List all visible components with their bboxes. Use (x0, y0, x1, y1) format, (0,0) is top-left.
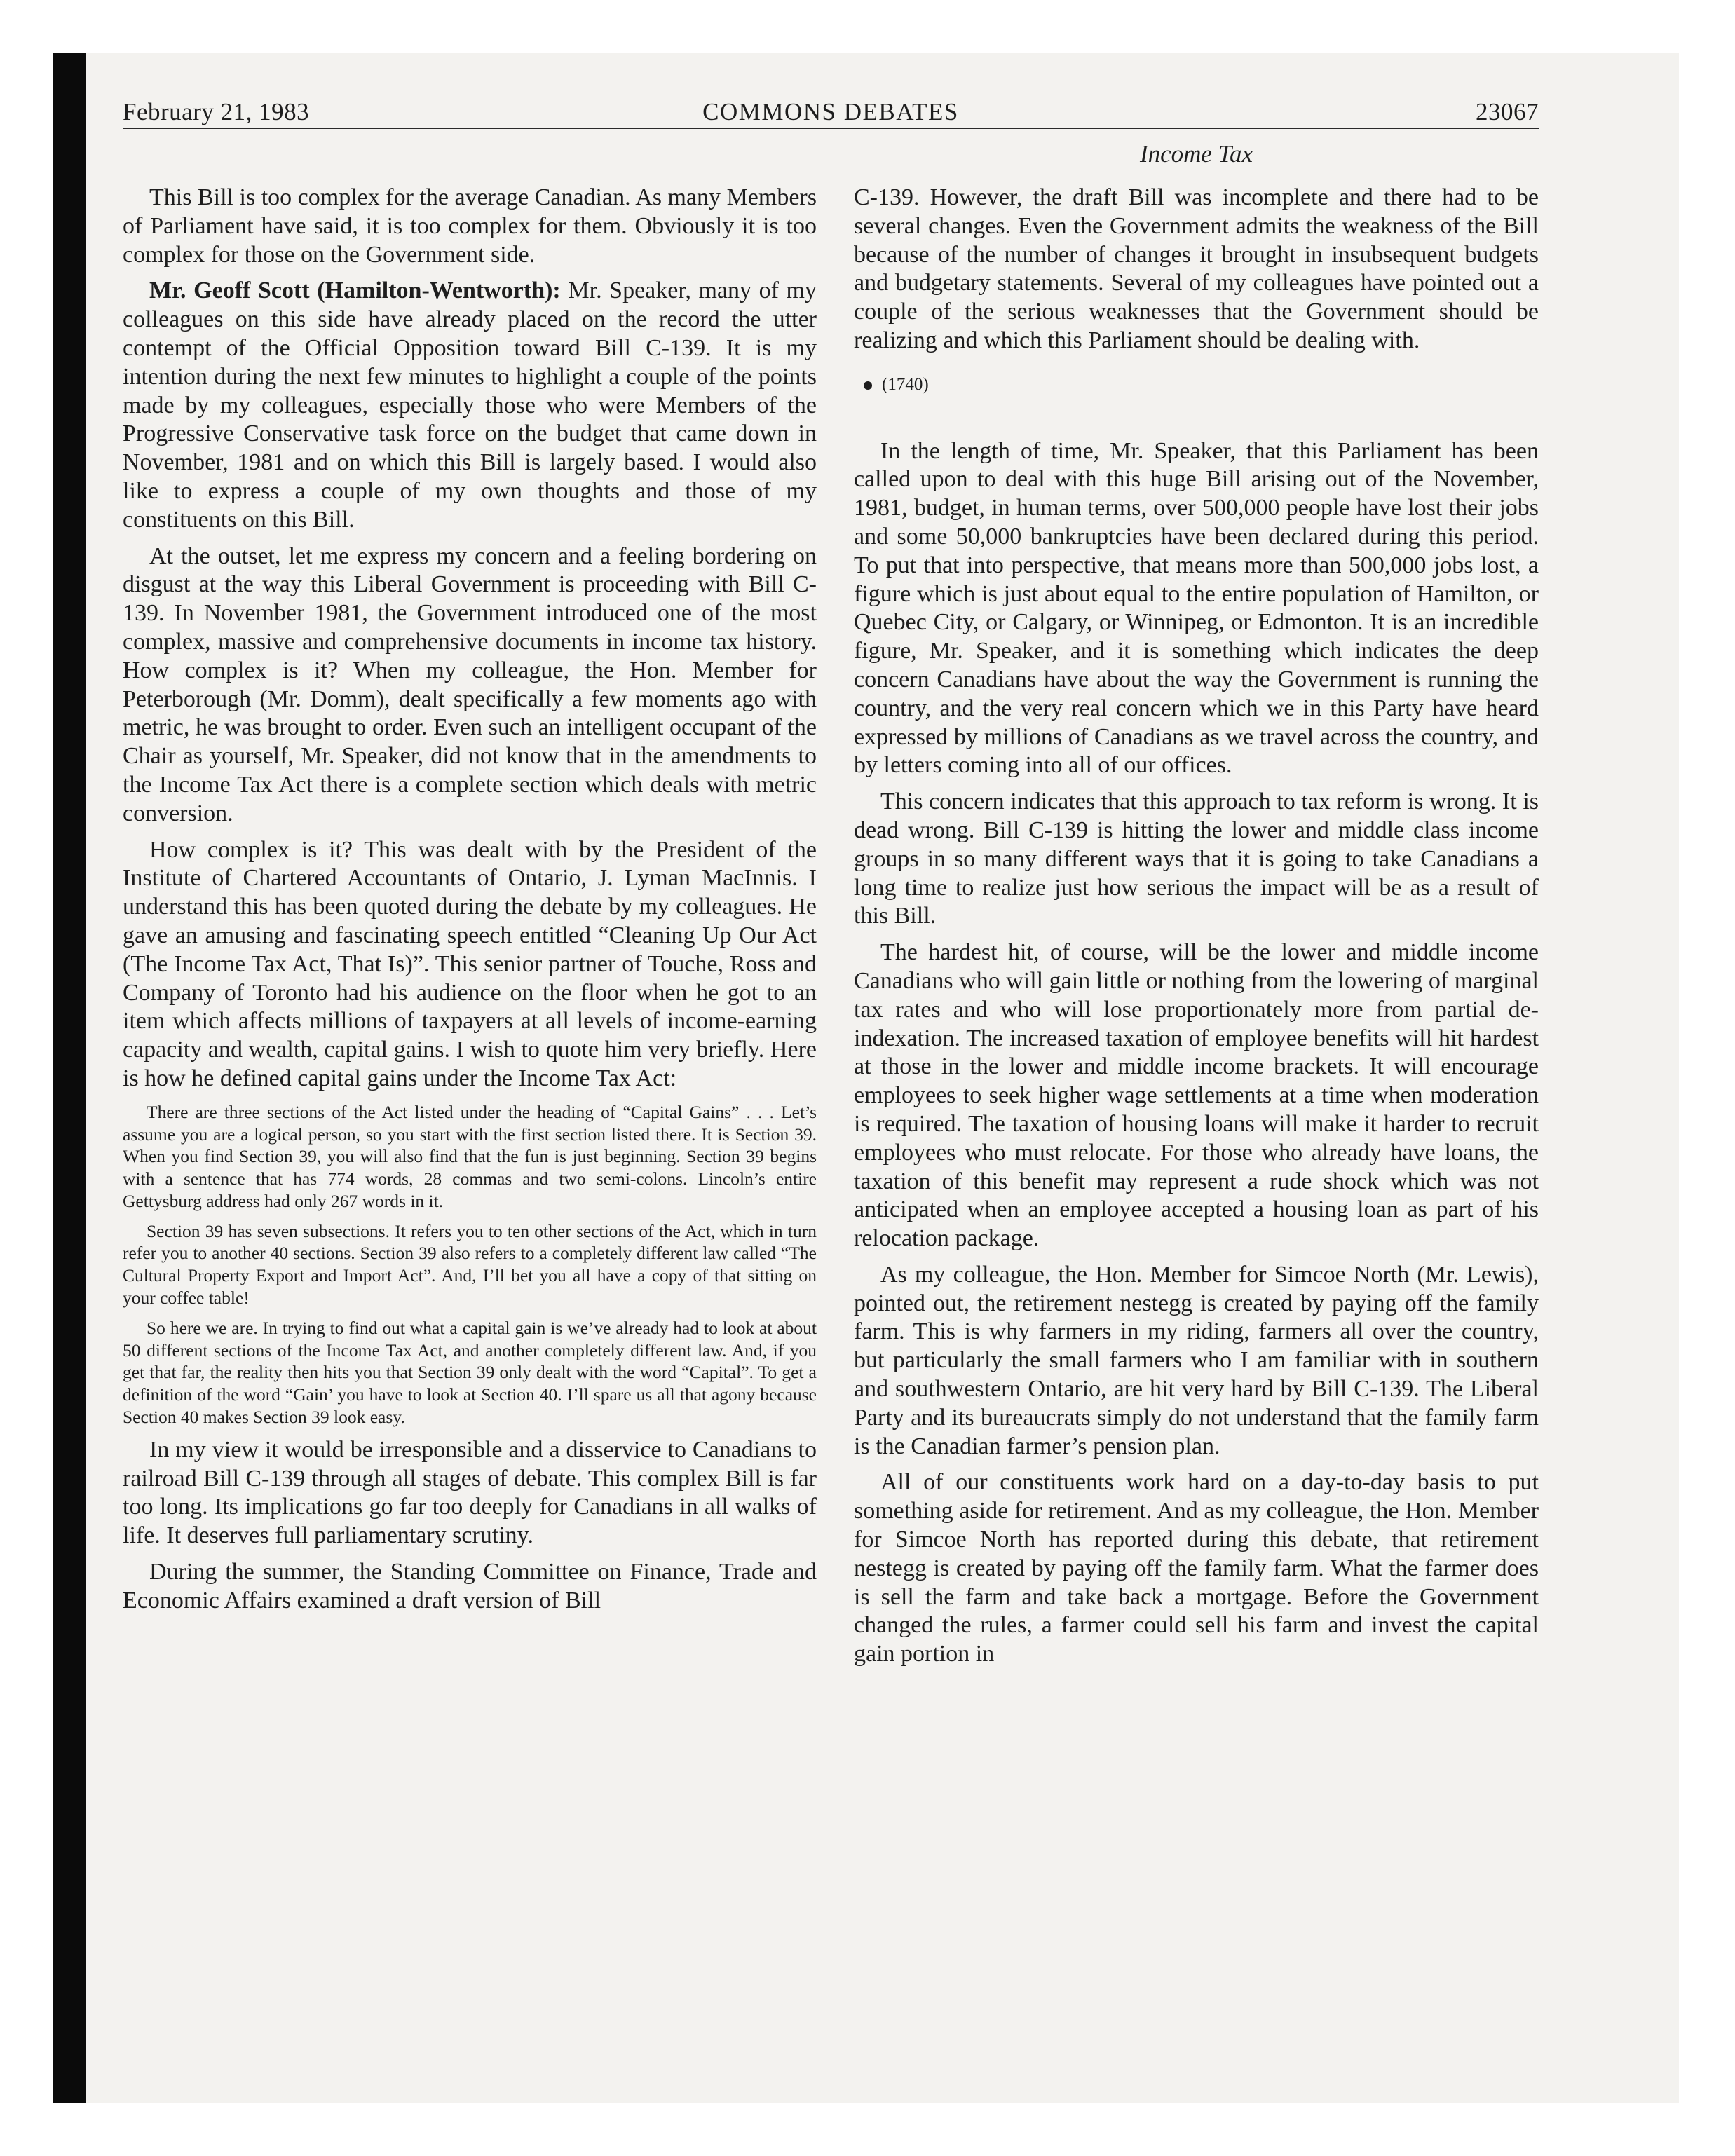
header-publication: COMMONS DEBATES (702, 98, 959, 125)
binding-shadow (53, 53, 86, 2103)
paragraph: In my view it would be irresponsible and a disservice to Canadians to railroad Bill C-139 through all stages of debate. This complex Bill is far too long. Its implications go far too deeply for Canadians in all walks of life. It deserves full parliamentary scrutiny. (123, 1436, 817, 1549)
paragraph: At the outset, let me express my concern and a feeling bordering on disgust at the way this Liberal Government is proceeding with Bill C-139. In November 1981, the Government introduced one of the most complex, massive and comprehensive documents in income tax history. How complex is it? When my colleague, the Hon. Member for Peterborough (Mr. Domm), dealt specifically a few moments ago with metric, he was brought to order. Even such an intelligent occupant of the Chair as yourself, Mr. Speaker, did not know that in the amendments to the Income Tax Act there is a complete section which deals with metric conversion. (123, 543, 817, 826)
header-rule (123, 128, 1539, 129)
block-quote: So here we are. In trying to find out what a capital gain is we’ve already had to look at about 50 different sections of the Income Tax Act, and another completely different law. And, if you get that far, the reality then hits you that Section 39 only dealt with the word “Capital”. To get a definition of the word “Gain’ you have to look at Section 40. I’ll spare us all that agony because Section 40 makes Section 39 look easy. (123, 1317, 817, 1428)
header-page-number: 23067 (1476, 98, 1539, 125)
left-column (123, 184, 817, 2006)
paragraph: During the summer, the Standing Committee on Finance, Trade and Economic Affairs examined a draft version of Bill (123, 1559, 817, 1613)
bullet-icon (864, 381, 872, 390)
speaker-text: Mr. Speaker, many of my colleagues on this side have already placed on the record the utter contempt of the Official Opposition toward Bill C-139. It is my intention during the next few minutes to highlight a couple of the points made by my colleagues, especially those who were Members of the Progressive Conservative task force on the budget that came down in November, 1981 and on which this Bill is largely based. I would also like to express a couple of my own thoughts and those of my constituents on this Bill. (123, 278, 817, 533)
block-quote: There are three sections of the Act listed under the heading of “Capital Gains” . . . Let’s assume you are a logical person, so you start with the first section listed there. It is Section 39. When you find Section 39, you will also find that the fun is just beginning. Section 39 begins with a sentence that has 774 words, 28 commas and two semi-colons. Lincoln’s entire Gettysburg address had only 267 words in it. (123, 1101, 817, 1211)
section-title: Income Tax (1139, 140, 1253, 168)
page-header (123, 91, 1539, 129)
paragraph: C-139. However, the draft Bill was incomplete and there had to be several changes. Even the Government admits the weakness of the Bill because of the number of changes it brought in insubsequent budgets and budgetary statements. Several of my colleagues have pointed out a couple of the serious weaknesses that the Government should be realizing and which this Parliament should be dealing with. (854, 184, 1539, 353)
speaker-name: Mr. Geoff Scott (Hamilton-Wentworth): (149, 278, 561, 304)
paragraph: This concern indicates that this approach to tax reform is wrong. It is dead wrong. Bill C-139 is hitting the lower and middle class income groups in so many different ways that it is going to take Canadians a long time to realize just how serious the impact will be as a result of this Bill. (854, 789, 1539, 929)
paragraph: The hardest hit, of course, will be the lower and middle income Canadians who will gain little or nothing from the lowering of marginal tax rates and who will lose proportionately more from partial de-indexation. The increased taxation of employee benefits will hit hardest at those in the lower and middle income brackets. It will encourage employees to seek higher wage settlements at a time when moderation is required. The taxation of housing loans will make it harder to recruit employees who must relocate. For those who already have loans, the taxation of this benefit may represent a rude shock which was not anticipated when an employee accepted a housing loan as part of his relocation package. (854, 939, 1539, 1252)
time-marker (854, 371, 1539, 400)
right-column (854, 184, 1539, 2006)
header-date: February 21, 1983 (123, 98, 310, 125)
time-marker-text: (1740) (882, 374, 929, 394)
paragraph: This Bill is too complex for the average Canadian. As many Members of Parliament have said, it is too complex for them. Obviously it is too complex for those on the Government side. (123, 184, 817, 268)
paragraph: All of our constituents work hard on a day-to-day basis to put something aside for retirement. And as my colleague, the Hon. Member for Simcoe North has reported during this debate, that retirement nestegg is created by paying off the family farm. What the farmer does is sell the farm and take back a mortgage. Before the Government changed the rules, a farmer could sell his farm and invest the capital gain portion in (854, 1469, 1539, 1667)
paragraph: In the length of time, Mr. Speaker, that this Parliament has been called upon to deal with this huge Bill arising out of the November, 1981, budget, in human terms, over 500,000 people have lost their jobs and some 50,000 bankruptcies have been declared during this period. To put that into perspective, that means more than 500,000 jobs lost, a figure which is just about equal to the entire population of Hamilton, or Quebec City, or Calgary, or Winnipeg, or Edmonton. It is an incredible figure, Mr. Speaker, and it is something which indicates the deep concern Canadians have about the way the Government is running the country, and the very real concern which we in this Party have heard expressed by millions of Canadians as we travel across the country, and by letters coming into all of our offices. (854, 437, 1539, 779)
paragraph: How complex is it? This was dealt with by the President of the Institute of Chartered Accountants of Ontario, J. Lyman MacInnis. I understand this has been quoted during the debate by my colleagues. He gave an amusing and fascinating speech entitled “Cleaning Up Our Act (The Income Tax Act, That Is)”. This senior partner of Touche, Ross and Company of Toronto had his audience on the floor when he got to an item which affects millions of taxpayers at all levels of income-earning capacity and wealth, capital gains. I wish to quote him very briefly. Here is how he defined capital gains under the Income Tax Act: (123, 836, 817, 1091)
paragraph: As my colleague, the Hon. Member for Simcoe North (Mr. Lewis), pointed out, the retirement nestegg is created by paying off the family farm. This is why farmers in my riding, farmers all over the country, but particularly the small farmers who I am familiar with in southern and southwestern Ontario, are hit very hard by Bill C-139. The Liberal Party and its bureaucrats simply do not understand that the family farm is the Canadian farmer’s pension plan. (854, 1261, 1539, 1459)
speaker-paragraph (123, 277, 817, 534)
block-quote: Section 39 has seven subsections. It refers you to ten other sections of the Act, which in turn refer you to another 40 sections. Section 39 also refers to a completely different law called “The Cultural Property Export and Import Act”. And, I’ll bet you all have a copy of that sitting on your coffee table! (123, 1220, 817, 1309)
